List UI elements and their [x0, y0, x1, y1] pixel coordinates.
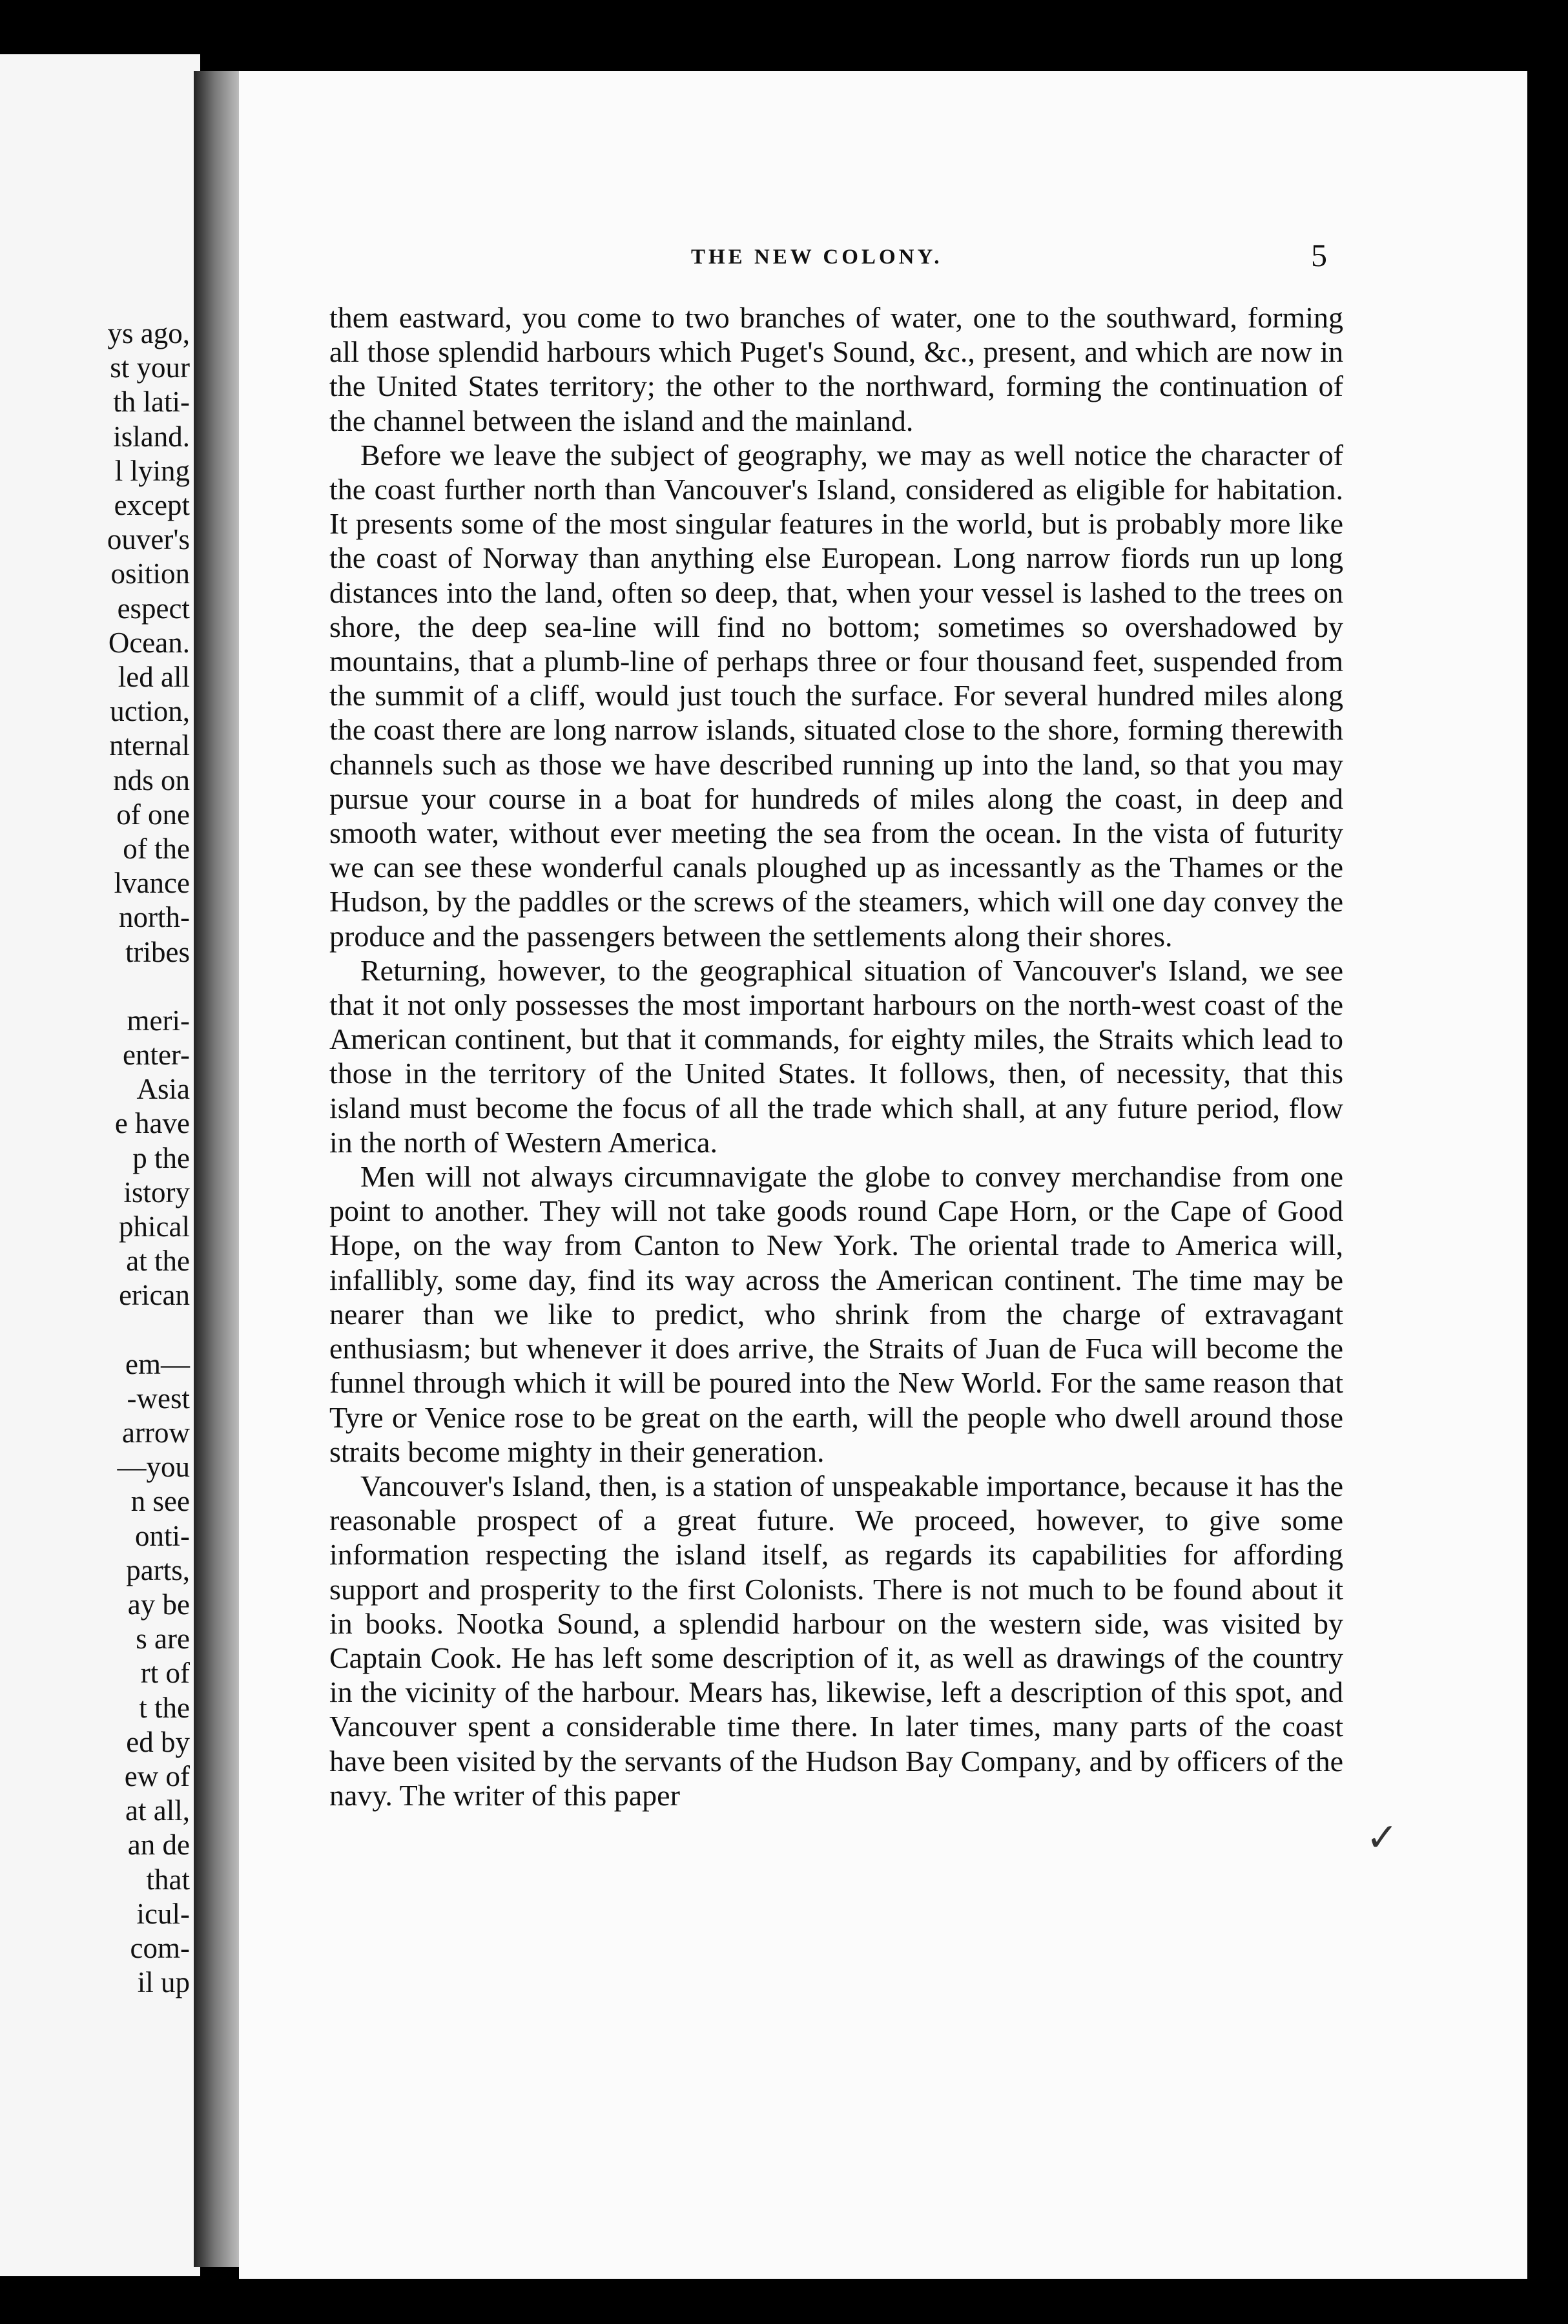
facing-page-line: e have: [114, 1107, 190, 1140]
running-head-title: THE NEW COLONY.: [691, 245, 943, 269]
facing-page-line: espect: [117, 592, 190, 625]
facing-page-line: p the: [132, 1141, 190, 1174]
book-page: [239, 71, 1527, 2280]
paragraph: Vancouver's Island, then, is a station of unspeakable importance, because it has the reasonable prospect of a great future. We proceed, however, to give some information respecting the island itself, as regards its capabilities for affording support and prosperity to the first Colonists. There is not much to be found about it in books. Nootka Sound, a splendid harbour on the western side, was visited by Captain Cook. He has left some description of it, as well as drawings of the country in the vicinity of the harbour. Mears has, likewise, left a description of this spot, and Vancouver spent a considerable time there. In later times, many parts of the coast have been visited by the servants of the Hudson Bay Company, and by officers of the navy. The writer of this paper: [329, 1469, 1343, 1812]
book-gutter: [194, 71, 245, 2267]
facing-page-line: lvance: [114, 867, 190, 900]
facing-page-line: com-: [130, 1932, 190, 1964]
facing-page-line: onti-: [135, 1519, 190, 1552]
facing-page-line: meri-: [127, 1004, 190, 1037]
facing-page-line: rt of: [140, 1657, 190, 1690]
facing-page-line: th lati-: [113, 386, 190, 419]
facing-page-line: em—: [125, 1347, 190, 1380]
facing-page-line: st your: [110, 351, 190, 384]
facing-page-line: nternal: [109, 729, 190, 762]
facing-page-line: s are: [136, 1623, 190, 1655]
facing-page-line: at all,: [125, 1794, 190, 1827]
paragraph: them eastward, you come to two branches of water, one to the southward, forming all those splendid harbours which Puget's Sound, &c., present, and which are now in the United States territory; the other to the northward, forming the continuation of the channel between the island and the mainland.: [329, 301, 1343, 437]
margin-check-mark: ✓: [1366, 1816, 1399, 1859]
facing-page-line: tribes: [125, 935, 190, 968]
facing-page-line: except: [114, 489, 190, 521]
paragraph: Men will not always circumnavigate the globe to convey merchandise from one point to another. They will not take goods round Cape Horn, or the Cape of Good Hope, on the way from Canton to New York. The oriental trade to America will, infallibly, some day, find its way across the American continent. The time may be nearer than we like to predict, who shrink from the charge of extravagant enthusiasm; but whenever it does arrive, the Straits of Juan de Fuca will become the funnel through which it will be poured into the New World. For the same reason that Tyre or Venice rose to be great on the earth, will the people who dwell around those straits become mighty in their generation.: [329, 1160, 1343, 1468]
facing-page-line: that: [146, 1863, 190, 1896]
facing-page-line: icul-: [136, 1897, 190, 1930]
facing-page-line: ouver's: [107, 523, 190, 556]
facing-page-line: l lying: [114, 454, 190, 487]
paragraph: Before we leave the subject of geography, we may as well notice the character of the coast further north than Vancouver's Island, considered as eligible for habitation. It presents some of the most singular features in the world, but is probably more like the coast of Norway than anything else European. Long narrow fiords run up long distances into the land, often so deep, that, when your vessel is lashed to the trees on shore, the deep sea-line will find no bottom; sometimes so overshadowed by mountains, that a plumb-line of perhaps three or four thousand feet, suspended from the summit of a cliff, would just touch the surface. For several hundred miles along the coast there are long narrow islands, situated close to the shore, forming therewith channels such as those we have described running up into the land, so that you may pursue your course in a boat for hundreds of miles along the coast, in deep and smooth water, without ever meeting the sea from the ocean. In the vista of futurity we can see these wonderful canals ploughed up as incessantly as the Thames or the Hudson, by the paddles or the screws of the steamers, which will one day convey the produce and the passengers between the settlements along their shores.: [329, 438, 1343, 953]
facing-page-line: ay be: [127, 1588, 190, 1621]
facing-page-line: of the: [123, 833, 190, 865]
facing-page-line: Ocean.: [108, 626, 190, 659]
facing-page-line: led all: [118, 661, 190, 693]
facing-page-line: —you: [117, 1451, 190, 1484]
body-text: [329, 300, 1343, 1812]
page-number: 5: [1311, 237, 1327, 273]
facing-page-line: Asia: [136, 1073, 190, 1106]
facing-page-line: island.: [113, 420, 190, 453]
facing-page-line: enter-: [122, 1039, 190, 1071]
facing-page-line: at the: [126, 1245, 190, 1278]
facing-page-line: -west: [127, 1382, 190, 1415]
facing-page-line: n see: [130, 1485, 190, 1518]
facing-page-line: of one: [116, 798, 190, 831]
facing-page-line: erican: [119, 1279, 190, 1312]
facing-page-line: north-: [119, 901, 190, 934]
facing-page-line: nds on: [113, 763, 190, 796]
facing-page-line: parts,: [126, 1553, 190, 1586]
facing-page-line: il up: [137, 1966, 190, 1999]
facing-page-line: phical: [119, 1210, 190, 1243]
facing-page-line: uction,: [110, 695, 190, 728]
scan-border: [0, 2279, 1568, 2324]
facing-page-line: arrow: [122, 1416, 190, 1449]
facing-page-fragment: [0, 54, 200, 2276]
paragraph: Returning, however, to the geographical situation of Vancouver's Island, we see that it not only possesses the most important harbours on the north-west coast of the American continent, but that it commands, for eighty miles, the Straits which lead to those in the territory of the United States. It follows, then, of necessity, that this island must become the focus of all the trade which shall, at any future period, flow in the north of Western America.: [329, 953, 1343, 1159]
facing-page-line: ys ago,: [107, 317, 190, 349]
facing-page-line: ew of: [124, 1760, 190, 1792]
facing-page-line: osition: [110, 557, 190, 590]
facing-page-line: t the: [139, 1691, 190, 1724]
facing-page-line: an de: [127, 1829, 190, 1862]
running-head: [239, 237, 1527, 284]
facing-page-line: istory: [123, 1176, 190, 1209]
facing-page-line: ed by: [126, 1725, 190, 1758]
